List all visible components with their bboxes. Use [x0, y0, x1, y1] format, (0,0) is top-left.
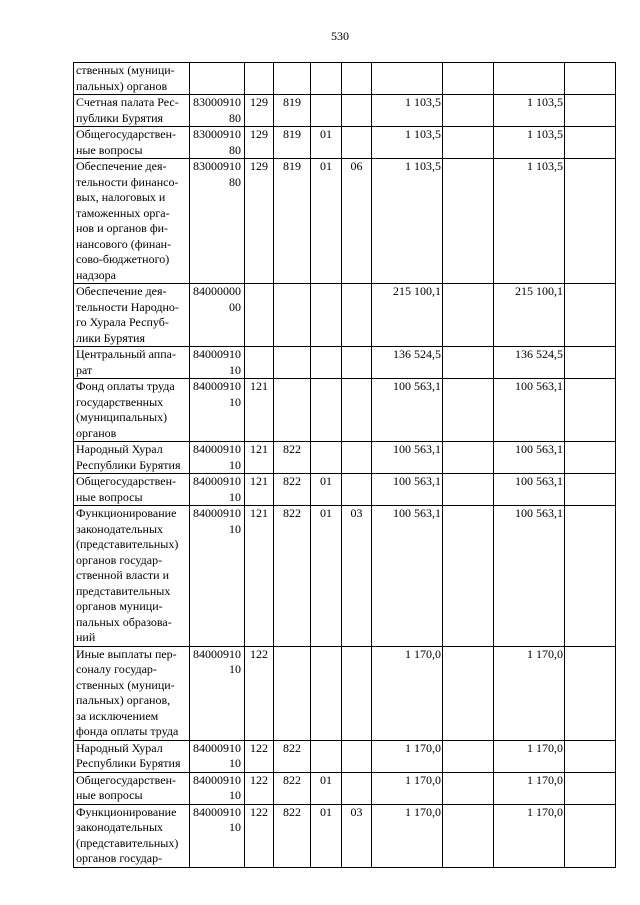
cell-pr: [342, 284, 372, 347]
cell-name-line: ственной власти и: [76, 568, 169, 582]
cell-empty: [443, 506, 494, 647]
table-row: [74, 159, 616, 284]
cell-code-line: 84000910: [193, 646, 241, 661]
cell-gr: [274, 63, 311, 95]
cell-code-line: 10: [229, 457, 241, 472]
cell-vr: 122: [245, 772, 274, 804]
cell-rz: 01: [311, 804, 342, 867]
cell-name-line: Обеспечение дея-: [76, 159, 167, 173]
cell-name-line: органов муници-: [76, 599, 163, 613]
cell-name-line: представительных: [76, 583, 171, 598]
cell-gr: 822: [274, 772, 311, 804]
table-row: [74, 740, 616, 772]
cell-name-line: Общегосударствен-: [76, 474, 177, 488]
cell-name-line: Функционирование: [76, 506, 177, 520]
cell-name-line: ные вопросы: [76, 489, 143, 504]
cell-name-line: сово-бюджетного): [76, 252, 170, 266]
cell-name-line: Иные выплаты пер-: [76, 646, 177, 661]
cell-name-line: Республики Бурятия: [76, 756, 181, 770]
cell-name-line: Народный Хурал: [76, 442, 163, 456]
cell-vr: 121: [245, 442, 274, 474]
cell-name-line: (муниципальных): [76, 410, 168, 424]
cell-rz: 01: [311, 159, 342, 284]
cell-code-line: 84000910: [193, 474, 241, 488]
cell-name: [74, 379, 190, 442]
cell-pr: [342, 347, 372, 379]
cell-pr: [342, 379, 372, 442]
cell-pr: 03: [342, 506, 372, 647]
cell-name-line: Общегосударствен-: [76, 772, 177, 787]
table-body: [74, 63, 616, 868]
cell-empty: [443, 284, 494, 347]
cell-code: [190, 804, 245, 867]
cell-sum-1: 100 563,1: [372, 379, 443, 442]
table-row: [74, 474, 616, 506]
cell-empty: [443, 63, 494, 95]
cell-gr: 819: [274, 95, 311, 127]
cell-code: [190, 474, 245, 506]
cell-name-line: нансового (финан-: [76, 236, 172, 251]
table-row: [74, 127, 616, 159]
cell-name-line: ственных (муници-: [76, 63, 175, 77]
cell-code-line: 00: [229, 299, 241, 314]
cell-pr: [342, 95, 372, 127]
cell-empty: [565, 474, 616, 506]
cell-name-line: го Хурала Респуб-: [76, 315, 169, 329]
cell-empty: [443, 347, 494, 379]
cell-empty: [565, 127, 616, 159]
cell-rz: [311, 284, 342, 347]
cell-empty: [443, 474, 494, 506]
cell-name-line: законодательных: [76, 521, 163, 536]
cell-code: [190, 284, 245, 347]
cell-rz: [311, 379, 342, 442]
cell-code: [190, 442, 245, 474]
cell-code-line: 84000910: [193, 347, 241, 361]
cell-code: [190, 63, 245, 95]
cell-sum-3: 1 103,5: [494, 95, 565, 127]
cell-empty: [443, 95, 494, 127]
cell-vr: [245, 284, 274, 347]
cell-vr: [245, 63, 274, 95]
cell-empty: [443, 442, 494, 474]
cell-pr: [342, 127, 372, 159]
cell-rz: [311, 740, 342, 772]
cell-rz: 01: [311, 474, 342, 506]
cell-sum-1: 1 103,5: [372, 127, 443, 159]
cell-empty: [565, 379, 616, 442]
cell-empty: [443, 159, 494, 284]
cell-gr: 822: [274, 506, 311, 647]
cell-empty: [565, 63, 616, 95]
cell-rz: [311, 646, 342, 740]
cell-code-line: 80: [229, 174, 241, 189]
cell-code: [190, 127, 245, 159]
cell-sum-1: 100 563,1: [372, 506, 443, 647]
cell-sum-3: 100 563,1: [494, 379, 565, 442]
cell-code-line: 80: [229, 142, 241, 157]
cell-code-line: 10: [229, 820, 241, 834]
cell-name-line: тельности Народно-: [76, 299, 179, 314]
cell-name: [74, 474, 190, 506]
cell-empty: [443, 127, 494, 159]
cell-sum-1: 136 524,5: [372, 347, 443, 379]
cell-pr: [342, 63, 372, 95]
cell-code: [190, 506, 245, 647]
cell-code-line: 84000910: [193, 772, 241, 787]
cell-code-line: 84000910: [193, 379, 241, 393]
cell-code-line: 84000910: [193, 442, 241, 456]
cell-vr: 121: [245, 379, 274, 442]
cell-gr: 822: [274, 740, 311, 772]
cell-gr: 819: [274, 127, 311, 159]
cell-gr: 822: [274, 442, 311, 474]
cell-name: [74, 646, 190, 740]
cell-sum-3: 100 563,1: [494, 506, 565, 647]
cell-code-line: 10: [229, 662, 241, 676]
table-row: [74, 284, 616, 347]
cell-rz: [311, 347, 342, 379]
cell-gr: [274, 646, 311, 740]
cell-sum-3: 1 170,0: [494, 646, 565, 740]
cell-vr: 122: [245, 804, 274, 867]
cell-gr: [274, 284, 311, 347]
cell-code-line: 10: [229, 489, 241, 504]
cell-code-line: 84000910: [193, 740, 241, 755]
cell-code-line: 84000000: [193, 284, 241, 298]
cell-vr: 121: [245, 506, 274, 647]
cell-gr: 822: [274, 804, 311, 867]
cell-pr: [342, 646, 372, 740]
cell-vr: 122: [245, 740, 274, 772]
cell-empty: [565, 646, 616, 740]
cell-name-line: органов государ-: [76, 552, 163, 567]
cell-name-line: Центральный аппа-: [76, 347, 176, 361]
cell-rz: [311, 442, 342, 474]
cell-rz: 01: [311, 506, 342, 647]
cell-name-line: Республики Бурятия: [76, 457, 181, 472]
cell-empty: [443, 804, 494, 867]
cell-sum-3: 1 170,0: [494, 772, 565, 804]
cell-name-line: Фонд оплаты труда: [76, 379, 175, 393]
cell-name-line: законодательных: [76, 820, 163, 834]
cell-empty: [565, 159, 616, 284]
cell-code: [190, 772, 245, 804]
cell-name-line: таможенных орга-: [76, 205, 170, 220]
cell-code-line: 10: [229, 521, 241, 536]
cell-sum-3: [494, 63, 565, 95]
cell-name-line: ний: [76, 630, 96, 644]
cell-empty: [565, 772, 616, 804]
cell-rz: 01: [311, 127, 342, 159]
cell-empty: [443, 646, 494, 740]
cell-sum-3: 215 100,1: [494, 284, 565, 347]
cell-sum-1: 215 100,1: [372, 284, 443, 347]
cell-code-line: 83000910: [193, 95, 241, 109]
cell-name-line: вых, налоговых и: [76, 190, 166, 204]
cell-name-line: за исключением: [76, 708, 159, 723]
cell-name-line: Общегосударствен-: [76, 127, 177, 141]
cell-name: [74, 506, 190, 647]
table-row: [74, 804, 616, 867]
cell-gr: [274, 379, 311, 442]
cell-name: [74, 284, 190, 347]
cell-empty: [565, 347, 616, 379]
cell-code: [190, 740, 245, 772]
cell-gr: 822: [274, 474, 311, 506]
cell-vr: [245, 347, 274, 379]
cell-sum-3: 100 563,1: [494, 474, 565, 506]
cell-code-line: 80: [229, 110, 241, 125]
cell-name-line: пальных) органов,: [76, 693, 171, 707]
cell-pr: [342, 740, 372, 772]
cell-pr: [342, 442, 372, 474]
cell-sum-1: [372, 63, 443, 95]
cell-pr: [342, 772, 372, 804]
table-row: [74, 646, 616, 740]
cell-name-line: публики Бурятия: [76, 110, 164, 125]
cell-code: [190, 347, 245, 379]
cell-vr: 129: [245, 95, 274, 127]
cell-name-line: Народный Хурал: [76, 740, 163, 755]
cell-sum-1: 100 563,1: [372, 442, 443, 474]
cell-vr: 129: [245, 159, 274, 284]
cell-vr: 122: [245, 646, 274, 740]
cell-rz: [311, 95, 342, 127]
cell-name: [74, 442, 190, 474]
cell-code-line: 84000910: [193, 804, 241, 819]
cell-name-line: ные вопросы: [76, 142, 143, 157]
cell-code: [190, 646, 245, 740]
cell-name-line: органов государ-: [76, 851, 163, 865]
page-number: 530: [331, 29, 349, 43]
cell-name-line: фонда оплаты труда: [76, 724, 179, 738]
cell-name: [74, 127, 190, 159]
cell-pr: [342, 474, 372, 506]
cell-empty: [443, 379, 494, 442]
cell-code-line: 10: [229, 394, 241, 409]
cell-vr: 121: [245, 474, 274, 506]
cell-code: [190, 379, 245, 442]
cell-name-line: государственных: [76, 394, 164, 409]
cell-name-line: (представительных): [76, 537, 179, 551]
cell-name: [74, 772, 190, 804]
cell-empty: [565, 95, 616, 127]
cell-name: [74, 95, 190, 127]
cell-sum-3: 1 103,5: [494, 127, 565, 159]
cell-rz: 01: [311, 772, 342, 804]
cell-pr: 06: [342, 159, 372, 284]
cell-name: [74, 159, 190, 284]
table-row: [74, 506, 616, 647]
cell-code: [190, 159, 245, 284]
cell-name: [74, 804, 190, 867]
cell-code-line: 84000910: [193, 506, 241, 520]
cell-name-line: пальных образова-: [76, 614, 172, 629]
cell-empty: [565, 442, 616, 474]
cell-code-line: 10: [229, 362, 241, 377]
cell-pr: 03: [342, 804, 372, 867]
cell-name-line: Функционирование: [76, 804, 177, 819]
cell-name-line: рат: [76, 362, 93, 377]
table-row: [74, 772, 616, 804]
cell-code-line: 10: [229, 756, 241, 770]
cell-empty: [443, 740, 494, 772]
cell-name-line: Обеспечение дея-: [76, 284, 167, 298]
cell-name-line: ные вопросы: [76, 788, 143, 802]
cell-name-line: надзора: [76, 267, 116, 282]
cell-sum-1: 1 103,5: [372, 159, 443, 284]
budget-table: [73, 62, 616, 868]
cell-sum-1: 1 103,5: [372, 95, 443, 127]
cell-name-line: ственных (муници-: [76, 677, 175, 692]
table-row: [74, 63, 616, 95]
cell-empty: [565, 804, 616, 867]
cell-sum-3: 136 524,5: [494, 347, 565, 379]
cell-vr: 129: [245, 127, 274, 159]
cell-name: [74, 740, 190, 772]
cell-sum-1: 1 170,0: [372, 646, 443, 740]
cell-sum-1: 1 170,0: [372, 740, 443, 772]
cell-rz: [311, 63, 342, 95]
cell-empty: [565, 284, 616, 347]
table-row: [74, 347, 616, 379]
cell-sum-3: 100 563,1: [494, 442, 565, 474]
cell-sum-1: 1 170,0: [372, 804, 443, 867]
cell-code-line: 83000910: [193, 159, 241, 173]
cell-name-line: Счетная палата Рес-: [76, 95, 179, 109]
cell-name-line: пальных) органов: [76, 78, 168, 93]
cell-gr: 819: [274, 159, 311, 284]
cell-code-line: 83000910: [193, 127, 241, 141]
cell-name-line: (представительных): [76, 835, 179, 850]
cell-sum-3: 1 103,5: [494, 159, 565, 284]
table-row: [74, 379, 616, 442]
cell-name: [74, 347, 190, 379]
cell-name-line: соналу государ-: [76, 662, 157, 676]
cell-sum-3: 1 170,0: [494, 804, 565, 867]
cell-sum-1: 1 170,0: [372, 772, 443, 804]
cell-gr: [274, 347, 311, 379]
cell-name-line: нов и органов фи-: [76, 221, 169, 235]
cell-sum-1: 100 563,1: [372, 474, 443, 506]
table-row: [74, 95, 616, 127]
cell-name-line: тельности финансо-: [76, 174, 179, 189]
cell-empty: [565, 740, 616, 772]
cell-empty: [565, 506, 616, 647]
table-row: [74, 442, 616, 474]
cell-name-line: лики Бурятия: [76, 330, 145, 345]
cell-sum-3: 1 170,0: [494, 740, 565, 772]
cell-name: [74, 63, 190, 95]
cell-empty: [443, 772, 494, 804]
cell-name-line: органов: [76, 425, 117, 440]
cell-code-line: 10: [229, 788, 241, 802]
cell-code: [190, 95, 245, 127]
